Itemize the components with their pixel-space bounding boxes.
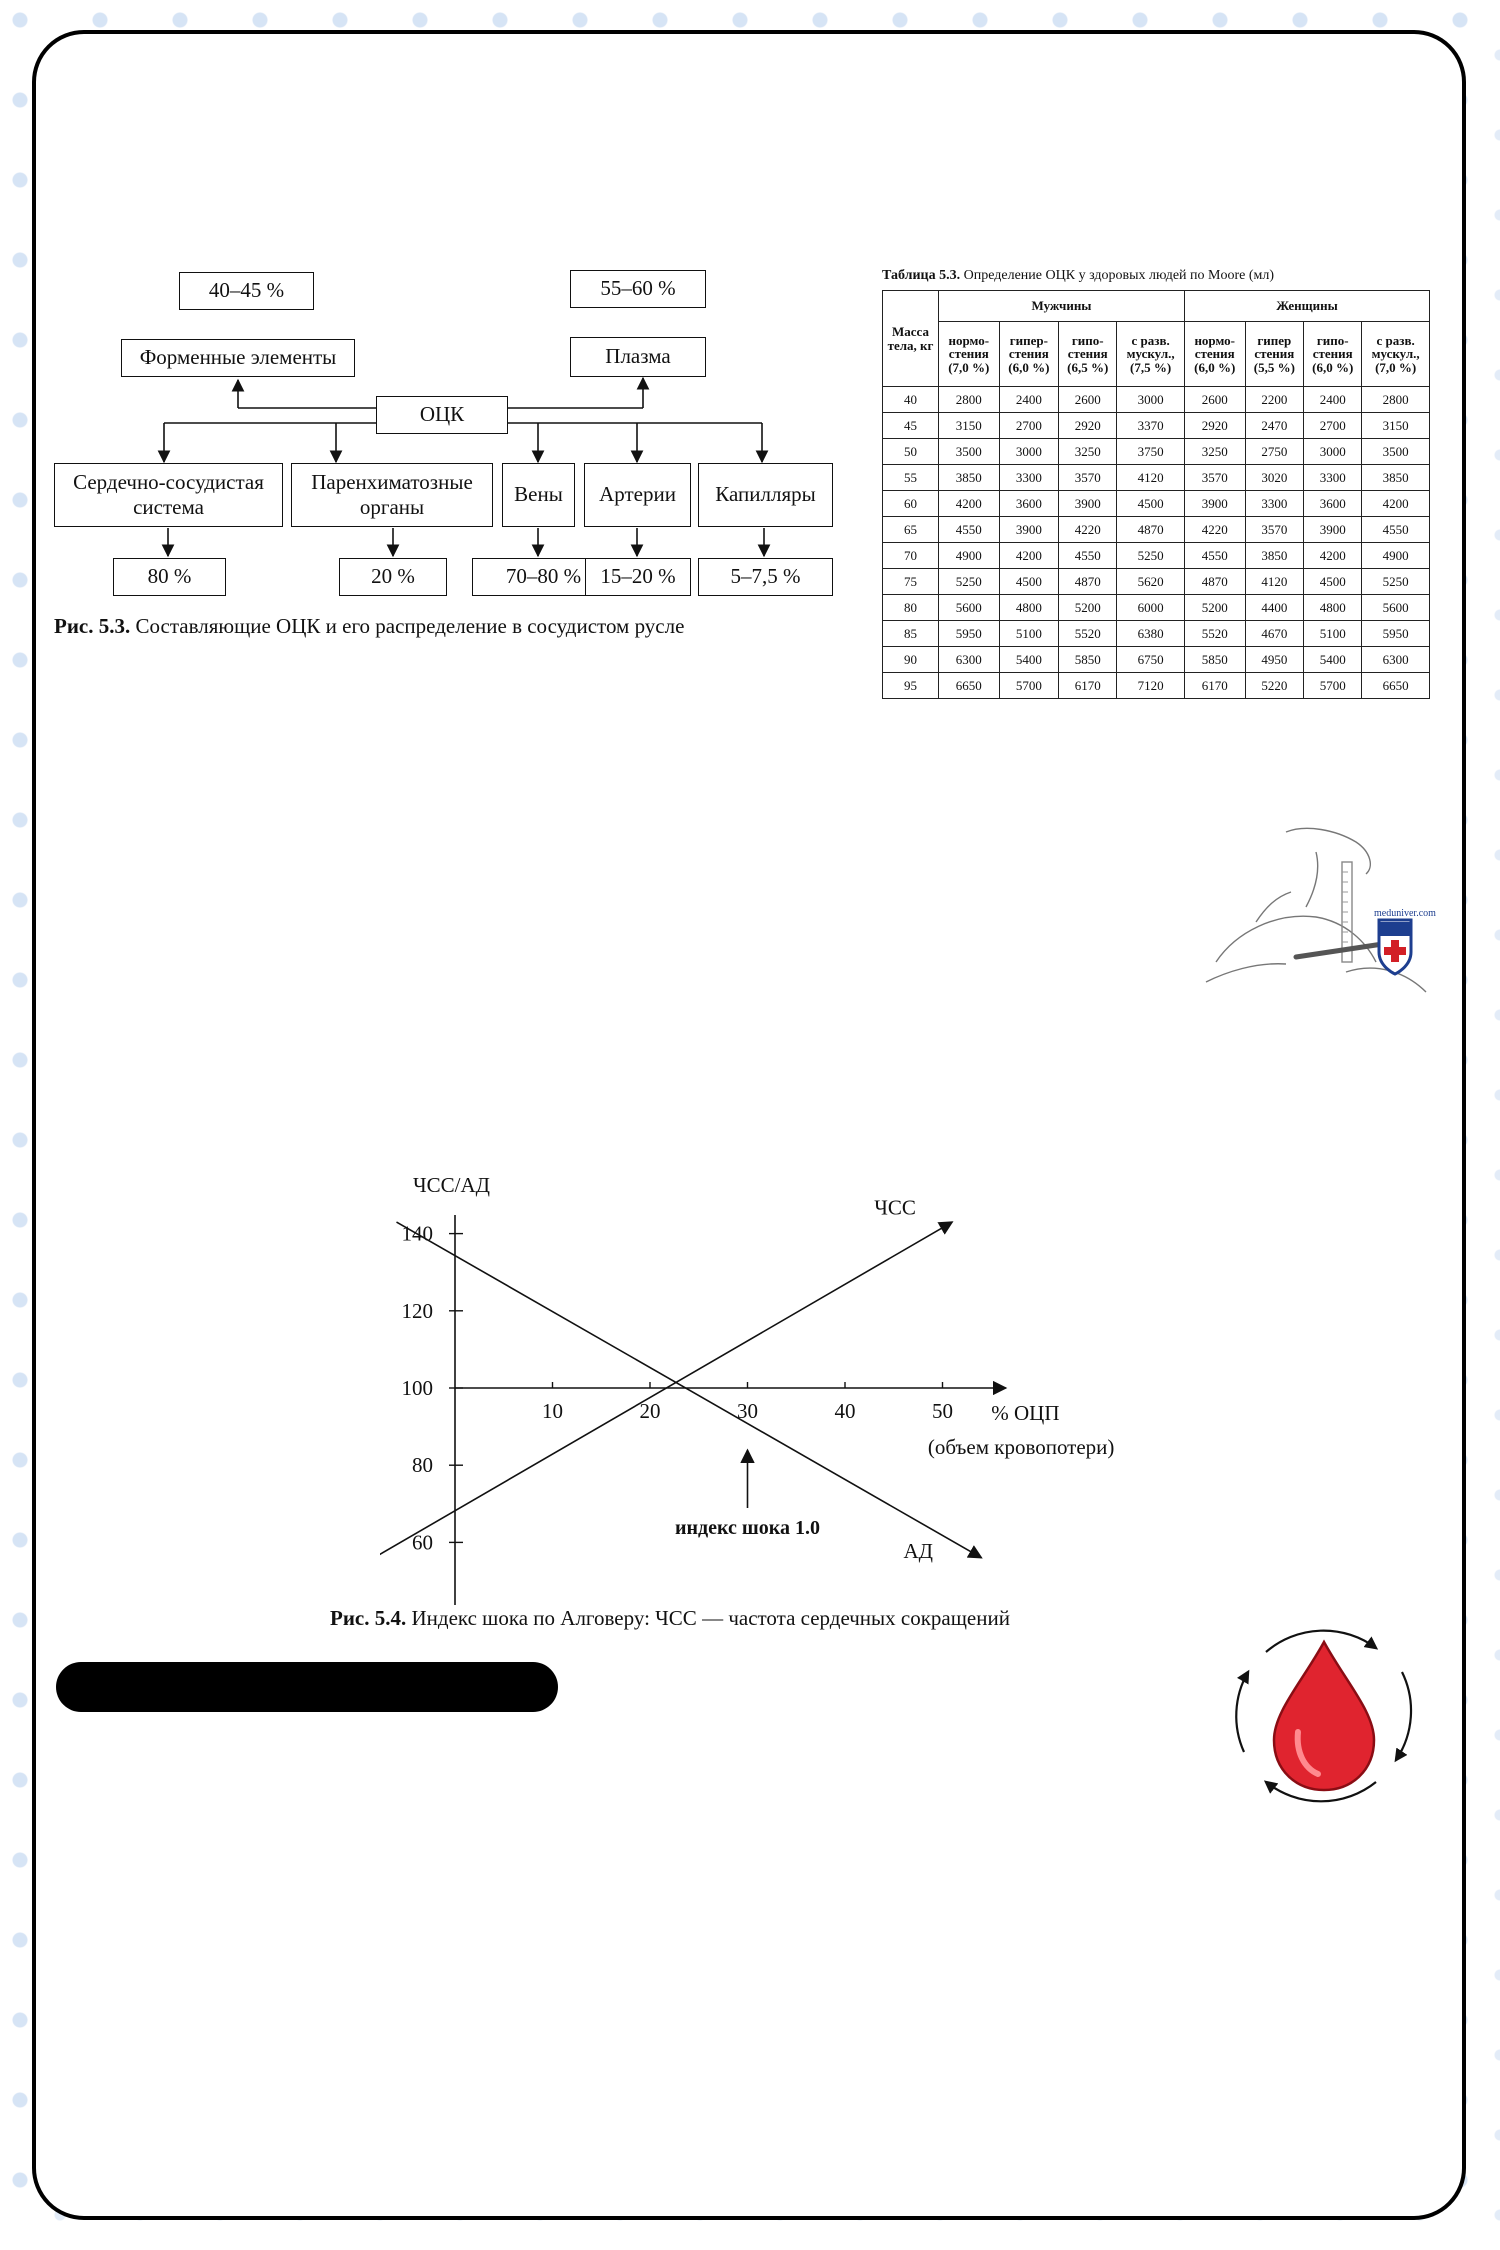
section-heading-bar <box>56 1662 558 1712</box>
volume-cell: 6380 <box>1117 621 1185 647</box>
table-5-3-title <box>882 268 1274 284</box>
volume-cell: 4550 <box>939 517 1000 543</box>
series-line-bp <box>397 1222 982 1558</box>
volume-cell: 3150 <box>939 413 1000 439</box>
shock-index-annotation: индекс шока 1.0 <box>674 1517 821 1539</box>
column-header: с разв. мускул., (7,0 %) <box>1362 322 1430 387</box>
volume-cell: 3020 <box>1245 465 1304 491</box>
x-tick-label: 40 <box>834 1399 856 1423</box>
volume-cell: 2700 <box>1304 413 1362 439</box>
figure-5-4-text: Индекс шока по Алговеру: ЧСС — частота сердечных сокращений <box>411 1606 1010 1630</box>
volume-cell: 4550 <box>1362 517 1430 543</box>
volume-cell: 3900 <box>1059 491 1117 517</box>
moore-table-body <box>883 387 1430 699</box>
volume-cell: 6300 <box>1362 647 1430 673</box>
table-row <box>883 543 1430 569</box>
arteries-box: Артерии <box>584 463 691 527</box>
volume-cell: 2400 <box>1304 387 1362 413</box>
volume-cell: 3000 <box>1304 439 1362 465</box>
volume-cell: 4870 <box>1059 569 1117 595</box>
figure-5-3-label: Рис. 5.3. <box>54 614 131 638</box>
volume-cell: 4500 <box>1304 569 1362 595</box>
hand-upper-outline <box>1286 828 1370 874</box>
volume-cell: 4120 <box>1117 465 1185 491</box>
column-header-row <box>883 322 1430 387</box>
mass-cell: 45 <box>883 413 939 439</box>
volume-cell: 5700 <box>1304 673 1362 699</box>
volume-cell: 5400 <box>999 647 1059 673</box>
volume-cell: 4120 <box>1245 569 1304 595</box>
volume-cell: 5950 <box>1362 621 1430 647</box>
mass-cell: 80 <box>883 595 939 621</box>
volume-cell: 4200 <box>939 491 1000 517</box>
mass-cell: 70 <box>883 543 939 569</box>
volume-cell: 5250 <box>1117 543 1185 569</box>
table-row <box>883 595 1430 621</box>
volume-cell: 6000 <box>1117 595 1185 621</box>
volume-cell: 3900 <box>1184 491 1245 517</box>
y-tick-label: 80 <box>412 1453 433 1478</box>
volume-cell: 4200 <box>999 543 1059 569</box>
figure-5-4-caption <box>330 1606 1010 1631</box>
x-axis-label-sub: (объем кровопотери) <box>927 1435 1115 1459</box>
column-header: гипо- стения (6,0 %) <box>1304 322 1362 387</box>
volume-cell: 4870 <box>1184 569 1245 595</box>
volume-cell: 3300 <box>1304 465 1362 491</box>
figure-5-4-label: Рис. 5.4. <box>330 1606 407 1630</box>
volume-cell: 5200 <box>1184 595 1245 621</box>
volume-cell: 3850 <box>1245 543 1304 569</box>
mass-cell: 65 <box>883 517 939 543</box>
volume-cell: 4220 <box>1184 517 1245 543</box>
volume-cell: 4800 <box>999 595 1059 621</box>
volume-cell: 5950 <box>939 621 1000 647</box>
parenchymal-pct-box: 20 % <box>339 558 447 596</box>
veins-pct-box: 70–80 % <box>472 558 615 596</box>
y-tick-label: 100 <box>401 1376 433 1400</box>
capillaries-pct-box: 5–7,5 % <box>698 558 833 596</box>
mass-cell: 55 <box>883 465 939 491</box>
series-label-bp: АД <box>903 1538 933 1563</box>
volume-cell: 2600 <box>1184 387 1245 413</box>
volume-cell: 5520 <box>1184 621 1245 647</box>
mass-cell: 95 <box>883 673 939 699</box>
capillaries-box: Капилляры <box>698 463 833 527</box>
volume-cell: 2600 <box>1059 387 1117 413</box>
series-label-hr: ЧСС <box>874 1195 916 1220</box>
volume-cell: 3850 <box>1362 465 1430 491</box>
blood-drop-cycle-icon <box>1226 1612 1422 1808</box>
volume-cell: 3900 <box>1304 517 1362 543</box>
y-tick-label: 120 <box>401 1298 433 1323</box>
volume-cell: 3900 <box>999 517 1059 543</box>
veins-box: Вены <box>502 463 575 527</box>
plasma-box: Плазма <box>570 337 706 377</box>
table-5-3-text: Определение ОЦК у здоровых людей по Moore (мл) <box>963 268 1275 283</box>
volume-cell: 5620 <box>1117 569 1185 595</box>
volume-cell: 3850 <box>939 465 1000 491</box>
volume-cell: 4550 <box>1059 543 1117 569</box>
mass-cell: 50 <box>883 439 939 465</box>
volume-cell: 5600 <box>1362 595 1430 621</box>
volume-cell: 2920 <box>1059 413 1117 439</box>
volume-cell: 4870 <box>1117 517 1185 543</box>
volume-cell: 2200 <box>1245 387 1304 413</box>
volume-cell: 4800 <box>1304 595 1362 621</box>
x-axis-label: % ОЦП <box>991 1401 1060 1425</box>
column-header: с разв. мускул., (7,5 %) <box>1117 322 1185 387</box>
volume-cell: 5520 <box>1059 621 1117 647</box>
cardiovascular-box: Сердечно-сосудистая система <box>54 463 283 527</box>
volume-cell: 5850 <box>1059 647 1117 673</box>
column-header: нормо- стения (6,0 %) <box>1184 322 1245 387</box>
volume-cell: 5220 <box>1245 673 1304 699</box>
formed-elements-box: Форменные элементы <box>121 339 355 377</box>
x-tick-label: 30 <box>737 1399 758 1423</box>
volume-cell: 3500 <box>939 439 1000 465</box>
column-header: гипер стения (5,5 %) <box>1245 322 1304 387</box>
volume-cell: 4500 <box>999 569 1059 595</box>
mass-cell: 40 <box>883 387 939 413</box>
volume-cell: 3300 <box>999 465 1059 491</box>
women-header: Женщины <box>1184 291 1429 322</box>
doctor-examination-illustration <box>1196 812 1456 1012</box>
formed-elements-pct-box: 40–45 % <box>179 272 314 310</box>
volume-cell: 6650 <box>1362 673 1430 699</box>
y-axis-label: ЧСС/АД <box>413 1173 490 1197</box>
volume-cell: 5600 <box>939 595 1000 621</box>
volume-cell: 4950 <box>1245 647 1304 673</box>
table-row <box>883 647 1430 673</box>
table-row <box>883 569 1430 595</box>
volume-cell: 2800 <box>939 387 1000 413</box>
table-row <box>883 491 1430 517</box>
mass-cell: 75 <box>883 569 939 595</box>
moore-table <box>882 290 1430 699</box>
figure-5-3-caption <box>54 614 684 639</box>
volume-cell: 2700 <box>999 413 1059 439</box>
plasma-pct-box: 55–60 % <box>570 270 706 308</box>
volume-cell: 5700 <box>999 673 1059 699</box>
volume-cell: 5250 <box>1362 569 1430 595</box>
table-row <box>883 673 1430 699</box>
volume-cell: 3370 <box>1117 413 1185 439</box>
volume-cell: 6300 <box>939 647 1000 673</box>
volume-cell: 3300 <box>1245 491 1304 517</box>
volume-cell: 5200 <box>1059 595 1117 621</box>
volume-cell: 3000 <box>999 439 1059 465</box>
volume-cell: 3570 <box>1059 465 1117 491</box>
x-tick-label: 10 <box>542 1399 563 1423</box>
volume-cell: 3600 <box>1304 491 1362 517</box>
blood-drop-icon <box>1274 1642 1374 1790</box>
volume-cell: 6170 <box>1184 673 1245 699</box>
bcv-root-box: ОЦК <box>376 396 508 434</box>
volume-cell: 2750 <box>1245 439 1304 465</box>
volume-cell: 4900 <box>1362 543 1430 569</box>
volume-cell: 5100 <box>999 621 1059 647</box>
volume-cell: 3570 <box>1245 517 1304 543</box>
mass-cell: 85 <box>883 621 939 647</box>
volume-cell: 4400 <box>1245 595 1304 621</box>
table-row <box>883 621 1430 647</box>
table-row <box>883 465 1430 491</box>
volume-cell: 4670 <box>1245 621 1304 647</box>
volume-cell: 3250 <box>1059 439 1117 465</box>
parenchymal-organs-box: Паренхиматозные органы <box>291 463 493 527</box>
x-tick-label: 50 <box>932 1399 953 1423</box>
volume-cell: 2800 <box>1362 387 1430 413</box>
volume-cell: 4200 <box>1362 491 1430 517</box>
volume-cell: 2400 <box>999 387 1059 413</box>
table-row <box>883 387 1430 413</box>
y-tick-label: 140 <box>401 1221 433 1246</box>
volume-cell: 5100 <box>1304 621 1362 647</box>
volume-cell: 5400 <box>1304 647 1362 673</box>
volume-cell: 6750 <box>1117 647 1185 673</box>
table-row <box>883 413 1430 439</box>
volume-cell: 2470 <box>1245 413 1304 439</box>
volume-cell: 4900 <box>939 543 1000 569</box>
series-line-hr <box>380 1222 952 1562</box>
mass-header: Масса тела, кг <box>883 291 939 387</box>
shock-index-chart <box>380 1160 1160 1640</box>
mass-cell: 90 <box>883 647 939 673</box>
volume-cell: 3150 <box>1362 413 1430 439</box>
cardiovascular-pct-box: 80 % <box>113 558 226 596</box>
meduniver-logo-text: meduniver.com <box>1374 908 1436 919</box>
column-header: гипер- стения (6,0 %) <box>999 322 1059 387</box>
volume-cell: 6170 <box>1059 673 1117 699</box>
volume-cell: 3500 <box>1362 439 1430 465</box>
table-row <box>883 439 1430 465</box>
volume-cell: 5850 <box>1184 647 1245 673</box>
volume-cell: 3600 <box>999 491 1059 517</box>
table-5-3-label: Таблица 5.3. <box>882 268 961 283</box>
volume-cell: 3250 <box>1184 439 1245 465</box>
volume-cell: 4500 <box>1117 491 1185 517</box>
figure-5-3-text: Составляющие ОЦК и его распределение в сосудистом русле <box>135 614 685 638</box>
volume-cell: 3570 <box>1184 465 1245 491</box>
volume-cell: 7120 <box>1117 673 1185 699</box>
volume-cell: 2920 <box>1184 413 1245 439</box>
volume-cell: 4550 <box>1184 543 1245 569</box>
volume-cell: 3000 <box>1117 387 1185 413</box>
men-header: Мужчины <box>939 291 1185 322</box>
arteries-pct-box: 15–20 % <box>585 558 691 596</box>
volume-cell: 5250 <box>939 569 1000 595</box>
volume-cell: 4220 <box>1059 517 1117 543</box>
column-header: гипо- стения (6,5 %) <box>1059 322 1117 387</box>
mass-cell: 60 <box>883 491 939 517</box>
table-row <box>883 517 1430 543</box>
volume-cell: 6650 <box>939 673 1000 699</box>
volume-cell: 4200 <box>1304 543 1362 569</box>
x-tick-label: 20 <box>639 1399 661 1423</box>
column-header: нормо- стения (7,0 %) <box>939 322 1000 387</box>
volume-cell: 3750 <box>1117 439 1185 465</box>
y-tick-label: 60 <box>412 1530 433 1555</box>
